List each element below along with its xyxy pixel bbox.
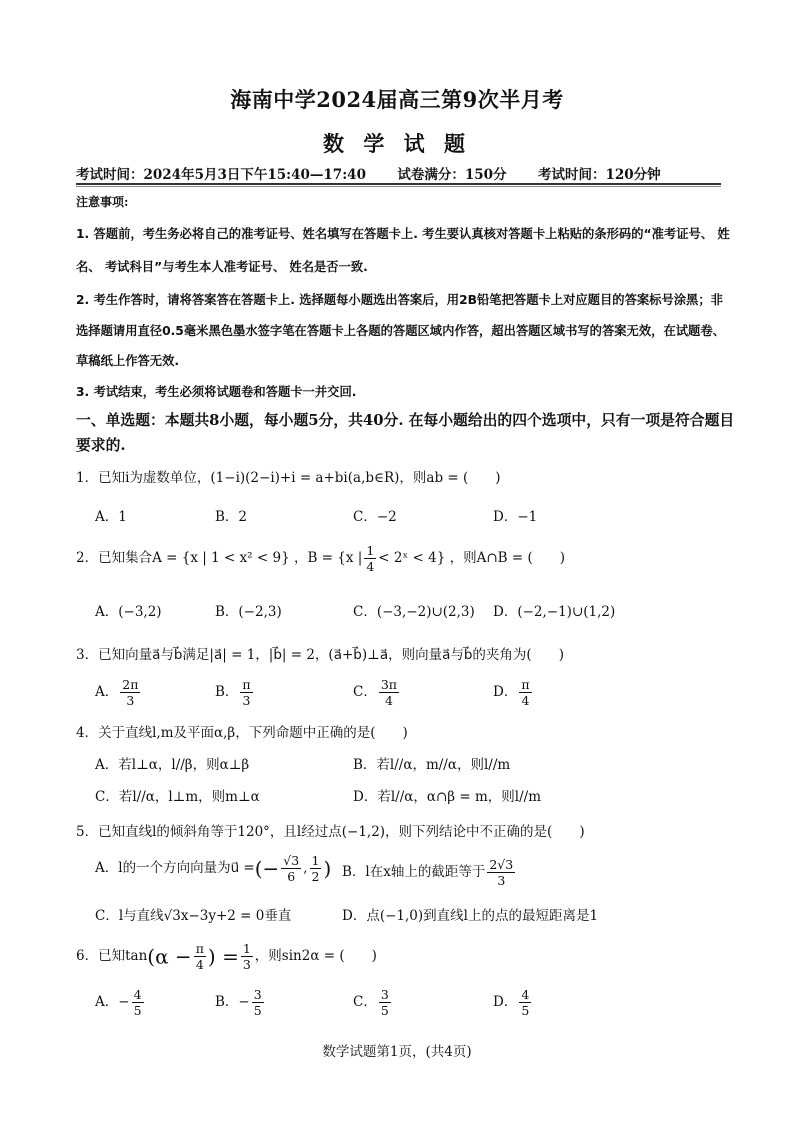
notice-line: 3. 考试结束，考生必须将试题卷和答题卡一并交回. xyxy=(76,385,357,399)
q6-option-d xyxy=(493,987,533,1018)
q2-text: 2．已知集合A = xyxy=(76,550,178,566)
frac-den: 4 xyxy=(384,693,393,708)
frac-den: 2 xyxy=(311,869,320,884)
q2-option-b: B．(−2,3) xyxy=(215,604,282,620)
option-text: A．l的一个方向向量为u⃗ = xyxy=(95,860,255,876)
option-label: C． xyxy=(353,684,377,700)
frac-den: 5 xyxy=(521,1003,530,1018)
q6-option-a xyxy=(95,987,146,1018)
frac-num: 4 xyxy=(133,987,142,1002)
paren-open: (α − xyxy=(147,944,192,969)
q4-option-c: C．若l//α，l⊥m，则m⊥α xyxy=(95,789,260,805)
q2-text: ，B = xyxy=(293,550,333,566)
frac-num: π xyxy=(242,677,251,692)
question-3-stem: 3．已知向量a⃗与b⃗满足|a⃗| = 1，|b⃗| = 2，(a⃗+b⃗)⊥a⃗，则向量a⃗与b⃗的夹角为( ) xyxy=(76,647,564,663)
exam-time: 考试时间：2024年5月3日下午15:40—17:40 xyxy=(76,167,366,183)
exam-info xyxy=(76,163,661,183)
q2-fraction xyxy=(364,543,376,574)
vector-close: ) xyxy=(323,856,332,881)
q6-option-b xyxy=(215,987,266,1018)
frac-den: 3 xyxy=(497,873,506,888)
notice-heading: 注意事项: xyxy=(76,195,129,209)
frac-num: π xyxy=(521,677,530,692)
option-fraction xyxy=(379,677,399,708)
exam-title: 海南中学2024届高三第9次半月考 xyxy=(230,87,564,112)
option-fraction xyxy=(487,857,515,888)
q2-option-c: C．(−3,−2)∪(2,3) xyxy=(353,604,475,620)
q2-set-a: {x | 1 < x² < 9} xyxy=(181,550,290,566)
frac-num: 3 xyxy=(253,987,262,1002)
frac-num: 3π xyxy=(380,677,398,692)
frac-num: 3 xyxy=(380,987,389,1002)
option-fraction xyxy=(281,853,301,884)
frac-den: 3 xyxy=(242,693,251,708)
q3-option-d xyxy=(493,677,534,708)
q5-option-a xyxy=(95,853,331,884)
header-rule xyxy=(76,183,721,185)
paren-close: ) = xyxy=(207,944,239,969)
q1-option-b: B．2 xyxy=(215,509,248,525)
frac-den: 3 xyxy=(126,693,135,708)
frac-num: 1 xyxy=(366,543,375,558)
frac-num: 2π xyxy=(122,677,139,692)
section-heading: 一、单选题：本题共8小题，每小题5分，共40分. 在每小题给出的四个选项中，只有一项是符合题目 xyxy=(76,412,735,429)
q6-fraction xyxy=(194,941,206,972)
notice-line: 1. 答题前，考生务必将自己的准考证号、姓名填写在答题卡上. 考生要认真核对答题卡上粘贴的条形码的“准考证号、 姓 xyxy=(76,227,730,241)
q3-option-b xyxy=(215,677,255,708)
option-fraction xyxy=(519,987,531,1018)
question-4-stem: 4．关于直线l,m及平面α,β，下列命题中正确的是( ) xyxy=(76,725,408,741)
q1-option-c: C．−2 xyxy=(353,509,397,525)
frac-den: 4 xyxy=(521,693,530,708)
frac-num: 4 xyxy=(521,987,530,1002)
frac-den: 5 xyxy=(133,1003,142,1018)
option-label: B． xyxy=(215,684,239,700)
frac-num: 1 xyxy=(242,941,251,956)
q1-option-d: D．−1 xyxy=(493,509,538,525)
question-6-stem xyxy=(76,941,377,972)
q5-option-c: C．l与直线√3x−3y+2 = 0垂直 xyxy=(95,908,292,924)
option-fraction xyxy=(379,987,391,1018)
option-fraction xyxy=(240,677,252,708)
q3-option-c xyxy=(353,677,401,708)
q5-option-b xyxy=(342,857,517,888)
q6-fraction xyxy=(241,941,253,972)
option-label: A． xyxy=(95,684,119,700)
notice-line: 名、 考试科目”与考生本人准考证号、 姓名是否一致. xyxy=(76,260,368,274)
section-heading-cont: 要求的. xyxy=(76,437,126,454)
option-fraction xyxy=(310,853,322,884)
q6-text: 6．已知tan xyxy=(76,948,148,964)
q4-option-d: D．若l//α，α∩β = m，则l//m xyxy=(353,789,541,805)
question-5-stem: 5．已知直线l的倾斜角等于120°，且l经过点(−1,2)，则下列结论中不正确的是( ) xyxy=(76,824,585,840)
vector-open: (− xyxy=(254,856,280,881)
option-fraction xyxy=(132,987,144,1018)
frac-den: 5 xyxy=(253,1003,262,1018)
frac-den: 4 xyxy=(366,559,375,574)
option-fraction xyxy=(519,677,531,708)
frac-den: 6 xyxy=(287,869,296,884)
option-label: D． xyxy=(493,994,518,1010)
option-label: C． xyxy=(353,994,377,1010)
option-fraction xyxy=(120,677,140,708)
option-label: D． xyxy=(493,684,518,700)
option-label: A．− xyxy=(95,994,130,1010)
comma: , xyxy=(303,860,308,876)
option-text: B．l在x轴上的截距等于 xyxy=(342,864,486,880)
q3-option-a xyxy=(95,677,142,708)
notice-line: 2. 考生作答时，请将答案答在答题卡上. 选择题每小题选出答案后，用2B铅笔把答题卡上对应题目的答案标号涂黑；非 xyxy=(76,293,723,307)
option-label: B．− xyxy=(215,994,250,1010)
frac-num: π xyxy=(195,941,204,956)
frac-num: 1 xyxy=(311,853,320,868)
exam-subtitle: 数 学 试 题 xyxy=(323,131,471,156)
full-score: 试卷满分：150分 xyxy=(397,167,507,183)
frac-num: √3 xyxy=(283,853,300,868)
q1-option-a: A．1 xyxy=(95,509,127,525)
frac-den: 4 xyxy=(195,957,204,972)
q2-text: ，则A∩B = ( ) xyxy=(449,550,566,566)
notice-line: 草稿纸上作答无效. xyxy=(76,354,180,368)
q4-option-a: A．若l⊥α，l//β，则α⊥β xyxy=(95,757,250,773)
header-rule-thin xyxy=(76,186,721,187)
q5-option-d: D．点(−1,0)到直线l上的点的最短距离是1 xyxy=(342,908,599,924)
notice-line: 选择题请用直径0.5毫米黑色墨水签字笔在答题卡上各题的答题区域内作答，超出答题区域书写的答案无效，在试题卷、 xyxy=(76,324,725,338)
q2-option-a: A．(−3,2) xyxy=(95,604,162,620)
q2-set-b-close: < 2ˣ < 4} xyxy=(378,550,446,566)
duration: 考试时间：120分钟 xyxy=(537,167,661,183)
frac-den: 3 xyxy=(242,957,251,972)
page-footer: 数学试题第1页，(共4页) xyxy=(322,1044,472,1060)
q6-text: ，则sin2α = ( ) xyxy=(254,948,377,964)
q2-option-d: D．(−2,−1)∪(1,2) xyxy=(493,604,616,620)
frac-num: 2√3 xyxy=(489,857,514,872)
frac-den: 5 xyxy=(380,1003,389,1018)
q4-option-b: B．若l//α，m//α，则l//m xyxy=(353,757,511,773)
option-fraction xyxy=(252,987,264,1018)
question-1-stem: 1．已知i为虚数单位，(1−i)(2−i)+i = a+bi(a,b∈R)，则ab = ( ) xyxy=(76,470,501,486)
q6-option-c xyxy=(353,987,393,1018)
q2-set-b-open: {x | xyxy=(337,550,363,566)
question-2-stem xyxy=(76,543,565,574)
